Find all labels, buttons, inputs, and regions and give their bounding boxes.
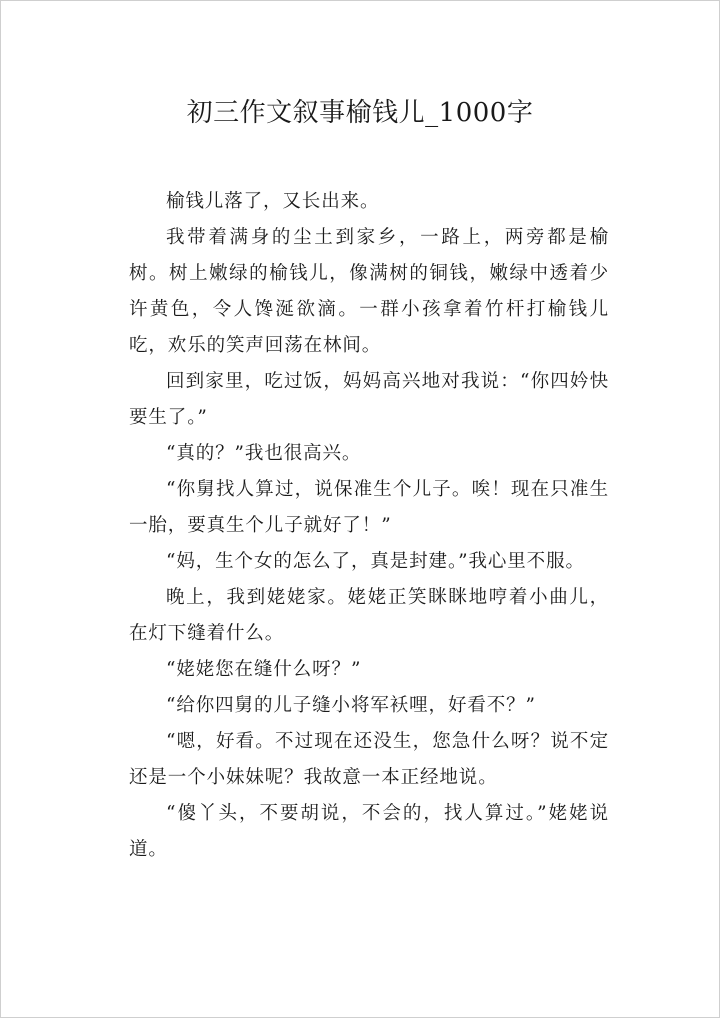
- document-title: 初三作文叙事榆钱儿_1000字: [186, 98, 534, 128]
- paragraph: “姥姥您在缝什么呀？”: [166, 659, 362, 680]
- paragraph: “给你四舅的儿子缝小将军袄哩，好看不？”: [166, 695, 536, 716]
- paragraph: “你舅找人算过，说保准生个儿子。唉！现在只准生一胎，要真生个儿子就好了！”: [129, 479, 609, 536]
- paragraph: 晚上，我到姥姥家。姥姥正笑眯眯地哼着小曲儿，在灯下缝着什么。: [129, 587, 609, 644]
- paragraph: “真的？”我也很高兴。: [166, 443, 362, 464]
- paragraph: “傻丫头，不要胡说，不会的，找人算过。”姥姥说道。: [129, 803, 609, 860]
- paragraph: “妈，生个女的怎么了，真是封建。”我心里不服。: [166, 551, 585, 572]
- paragraph: “嗯，好看。不过现在还没生，您急什么呀？说不定还是一个小妹妹呢？我故意一本正经地说。: [129, 731, 609, 788]
- paragraph: 我带着满身的尘土到家乡，一路上，两旁都是榆树。树上嫩绿的榆钱儿，像满树的铜钱，嫩绿中透着少许黄色，令人馋涎欲滴。一群小孩拿着竹杆打榆钱儿吃，欢乐的笑声回荡在林间。: [129, 227, 609, 356]
- document-body: [129, 184, 609, 868]
- paragraph: 回到家里，吃过饭，妈妈高兴地对我说：“你四妗快要生了。”: [129, 371, 609, 428]
- paragraph: 榆钱儿落了，又长出来。: [166, 191, 380, 212]
